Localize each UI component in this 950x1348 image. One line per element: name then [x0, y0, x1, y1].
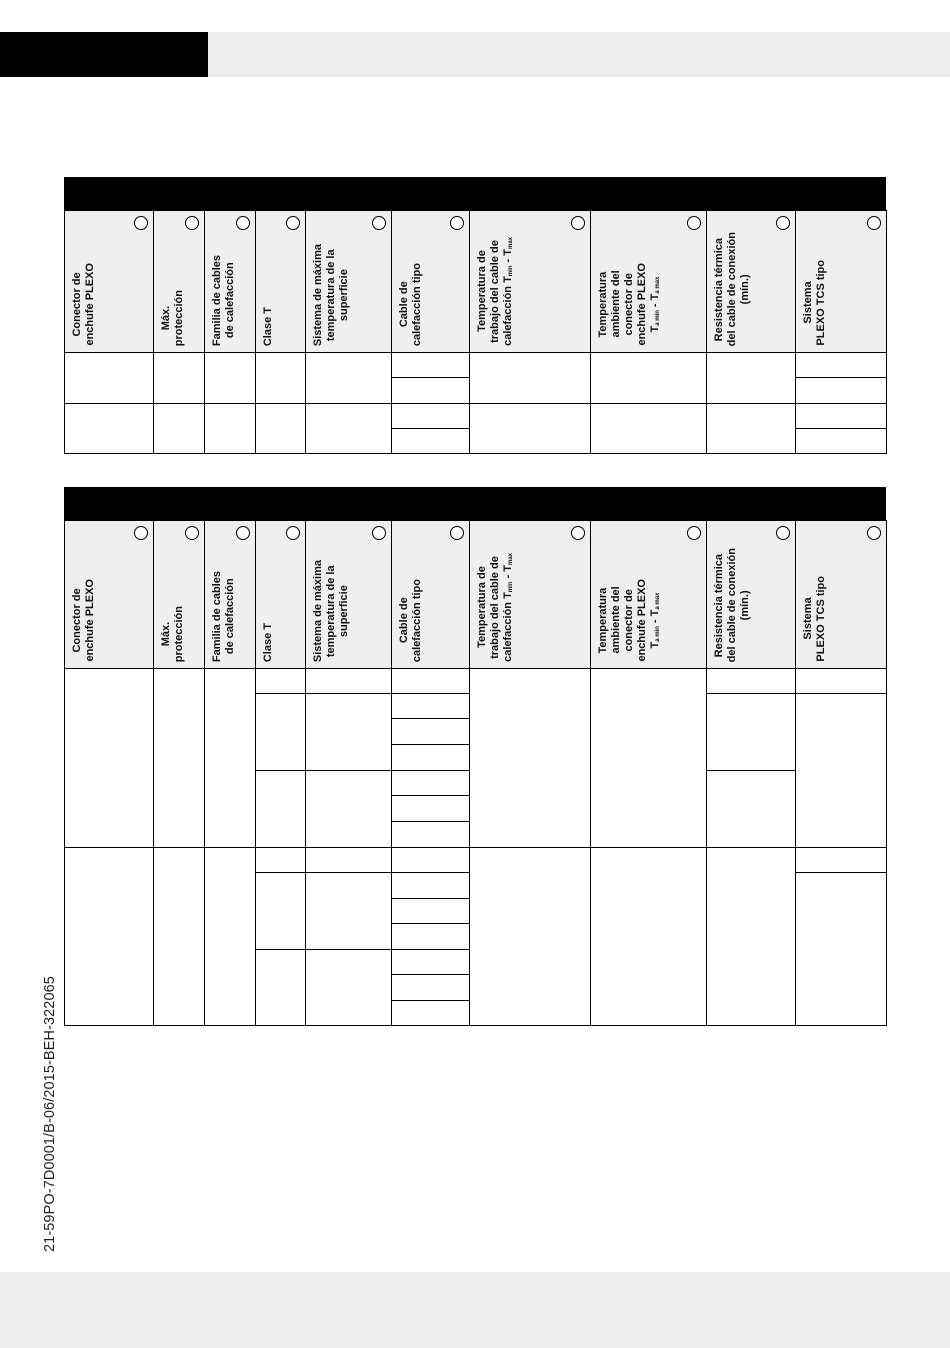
table-cell: [306, 848, 392, 873]
header-familia: [205, 521, 256, 669]
table-cell: [707, 353, 796, 404]
header-text: temperatura de la: [325, 565, 337, 657]
table-cell: [591, 353, 707, 404]
header-text: (mín.): [739, 273, 751, 304]
table-cell: [470, 353, 591, 404]
table-cell: [256, 694, 306, 771]
callout-circle: [687, 526, 701, 540]
callout-circle: [867, 526, 881, 540]
header-text: Cable de: [398, 281, 410, 328]
table-cell: [796, 848, 887, 873]
header-text: - T: [649, 609, 661, 627]
table-row: [65, 353, 887, 378]
header-sistema-tcs: [796, 211, 887, 353]
table-cell: [306, 873, 392, 950]
table-cell: [591, 404, 707, 454]
table-cell: [707, 771, 796, 848]
callout-circle: [687, 216, 701, 230]
table-cell: [256, 848, 306, 873]
table-cell: [65, 404, 154, 454]
header-resistencia: [707, 521, 796, 669]
table-cell: [796, 429, 887, 454]
table-1-header-row: [65, 211, 887, 353]
header-subscript: a max: [655, 592, 662, 610]
header-text: Resistencia térmica: [713, 237, 725, 341]
table-1-grid: [64, 210, 887, 454]
table-cell: [306, 669, 392, 694]
table-cell: [796, 353, 887, 378]
header-text: de calefacción: [224, 262, 236, 339]
header-text: Cable de: [398, 597, 410, 644]
table-cell: [796, 378, 887, 404]
header-conector: [65, 521, 154, 669]
header-subscript: max: [508, 553, 515, 566]
table-cell: [796, 694, 887, 848]
header-familia: [205, 211, 256, 353]
header-temp-ambiente: [591, 211, 707, 353]
callout-circle: [776, 216, 790, 230]
callout-circle: [185, 216, 199, 230]
table-cell: [796, 404, 887, 429]
callout-circle: [372, 216, 386, 230]
table-cell: [256, 771, 306, 848]
header-text: del cable de conexión: [726, 231, 738, 346]
table-2-grid: [64, 520, 887, 1026]
table-cell: [707, 694, 796, 771]
header-text: temperatura de la: [325, 249, 337, 341]
table-cell: [205, 404, 256, 454]
header-cable-tipo: [392, 211, 470, 353]
header-text: Sistema: [802, 598, 814, 641]
table-cell: [392, 796, 470, 822]
header-clase-t: [256, 521, 306, 669]
table-cell: [470, 848, 591, 1026]
header-text: T: [649, 325, 661, 333]
header-text: Máx.: [160, 621, 172, 647]
header-text: ambiente del: [610, 271, 622, 339]
callout-circle: [134, 526, 148, 540]
header-text: Temperatura: [597, 271, 609, 338]
table-cell: [392, 429, 470, 454]
header-clase-t: [256, 211, 306, 353]
table-cell: [256, 873, 306, 950]
callout-circle: [236, 216, 250, 230]
table-cell: [65, 353, 154, 404]
header-text: Conector de: [71, 272, 83, 337]
header-text: T: [649, 641, 661, 649]
header-resistencia: [707, 211, 796, 353]
header-text: trabajo del cable de: [489, 556, 501, 659]
table-cell: [392, 719, 470, 745]
table-1-title-bar: [64, 177, 886, 210]
header-text: superficie: [338, 584, 350, 637]
header-text: PLEXO TCS tipo: [815, 576, 827, 662]
table-cell: [306, 694, 392, 771]
header-proteccion: [154, 211, 205, 353]
table-cell: [470, 669, 591, 848]
header-text: superficie: [338, 268, 350, 321]
header-text: Clase T: [262, 622, 274, 662]
header-temp-ambiente: [591, 521, 707, 669]
table-cell: [796, 669, 887, 694]
table-cell: [470, 404, 591, 454]
header-text: Sistema de máxima: [312, 243, 324, 346]
header-text: del cable de conexión: [726, 547, 738, 662]
header-subscript: a min: [655, 310, 662, 326]
header-text: protección: [173, 289, 185, 346]
callout-circle: [372, 526, 386, 540]
callout-circle: [236, 526, 250, 540]
table-cell: [392, 975, 470, 1001]
header-text: calefacción tipo: [411, 578, 423, 662]
table-row: [65, 669, 887, 694]
table-cell: [392, 669, 470, 694]
callout-circle: [286, 216, 300, 230]
header-text: Sistema: [802, 282, 814, 325]
header-subscript: a max: [655, 276, 662, 294]
header-text: Conector de: [71, 588, 83, 653]
header-text: calefacción tipo: [411, 262, 423, 346]
table-cell: [392, 771, 470, 796]
header-sistema-temp: [306, 521, 392, 669]
table-cell: [392, 822, 470, 848]
table-cell: [591, 848, 707, 1026]
header-text: Familia de cables: [211, 254, 223, 346]
table-cell: [306, 404, 392, 454]
header-text: enchufe PLEXO: [636, 579, 648, 662]
table-cell: [796, 873, 887, 1026]
header-subscript: min: [508, 581, 515, 593]
callout-circle: [450, 216, 464, 230]
table-cell: [392, 353, 470, 378]
table-cell: [256, 669, 306, 694]
header-text: Familia de cables: [211, 570, 223, 662]
document-code: 21-59PO-7D0001/B-06/2015-BEH-322065: [42, 976, 58, 1252]
header-text: trabajo del cable de: [489, 240, 501, 343]
header-text: Máx.: [160, 305, 172, 331]
header-subscript: a min: [655, 626, 662, 642]
table-2-header-row: [65, 521, 887, 669]
header-proteccion: [154, 521, 205, 669]
table-cell: [205, 669, 256, 848]
table-cell: [707, 848, 796, 1026]
table-cell: [65, 848, 154, 1026]
callout-circle: [867, 216, 881, 230]
table-cell: [392, 848, 470, 873]
header-text: de calefacción: [224, 578, 236, 655]
callout-circle: [776, 526, 790, 540]
table-cell: [306, 771, 392, 848]
header-text: Resistencia térmica: [713, 553, 725, 657]
header-text: conector de: [623, 589, 635, 652]
table-row: [65, 404, 887, 429]
header-text: enchufe PLEXO: [84, 579, 96, 662]
table-cell: [707, 669, 796, 694]
header-subscript: max: [508, 237, 515, 250]
header-text: (mín.): [739, 589, 751, 620]
header-sistema-tcs: [796, 521, 887, 669]
header-text: conector de: [623, 273, 635, 336]
callout-circle: [571, 216, 585, 230]
callout-circle: [450, 526, 464, 540]
header-text: enchufe PLEXO: [84, 263, 96, 346]
table-cell: [154, 669, 205, 848]
header-cable-tipo: [392, 521, 470, 669]
header-text: ambiente del: [610, 587, 622, 655]
table-cell: [306, 950, 392, 1026]
header-conector: [65, 211, 154, 353]
header-text: enchufe PLEXO: [636, 263, 648, 346]
table-cell: [591, 669, 707, 848]
table-cell: [205, 848, 256, 1026]
table-cell: [707, 404, 796, 454]
callout-circle: [286, 526, 300, 540]
header-text: calefacción T: [502, 592, 514, 662]
table-cell: [205, 353, 256, 404]
header-text: Temperatura de: [476, 566, 488, 649]
bottom-band: [0, 1272, 950, 1348]
header-text: - T: [502, 565, 514, 582]
table-row: [65, 848, 887, 873]
table-cell: [392, 873, 470, 899]
header-text: protección: [173, 605, 185, 662]
header-text: Temperatura de: [476, 250, 488, 333]
table-cell: [306, 353, 392, 404]
header-text: - T: [649, 293, 661, 311]
table-cell: [392, 924, 470, 950]
table-cell: [392, 745, 470, 771]
table-cell: [256, 353, 306, 404]
header-subscript: min: [508, 265, 515, 277]
callout-circle: [185, 526, 199, 540]
header-sistema-temp: [306, 211, 392, 353]
table-cell: [154, 848, 205, 1026]
header-temp-trabajo: [470, 521, 591, 669]
table-cell: [392, 1001, 470, 1026]
table-cell: [392, 950, 470, 975]
table-cell: [154, 404, 205, 454]
callout-circle: [571, 526, 585, 540]
header-text: calefacción T: [502, 276, 514, 346]
top-black-tab: [0, 32, 208, 77]
table-2-title-bar: [64, 487, 886, 520]
table-cell: [392, 694, 470, 719]
header-text: PLEXO TCS tipo: [815, 260, 827, 346]
table-cell: [256, 950, 306, 1026]
header-text: - T: [502, 249, 514, 266]
table-cell: [392, 378, 470, 404]
table-cell: [392, 404, 470, 429]
table-cell: [65, 669, 154, 848]
callout-circle: [134, 216, 148, 230]
header-text: Clase T: [262, 306, 274, 346]
header-temp-trabajo: [470, 211, 591, 353]
header-text: Temperatura: [597, 587, 609, 654]
table-cell: [392, 899, 470, 924]
table-cell: [154, 353, 205, 404]
header-text: Sistema de máxima: [312, 559, 324, 662]
table-cell: [256, 404, 306, 454]
